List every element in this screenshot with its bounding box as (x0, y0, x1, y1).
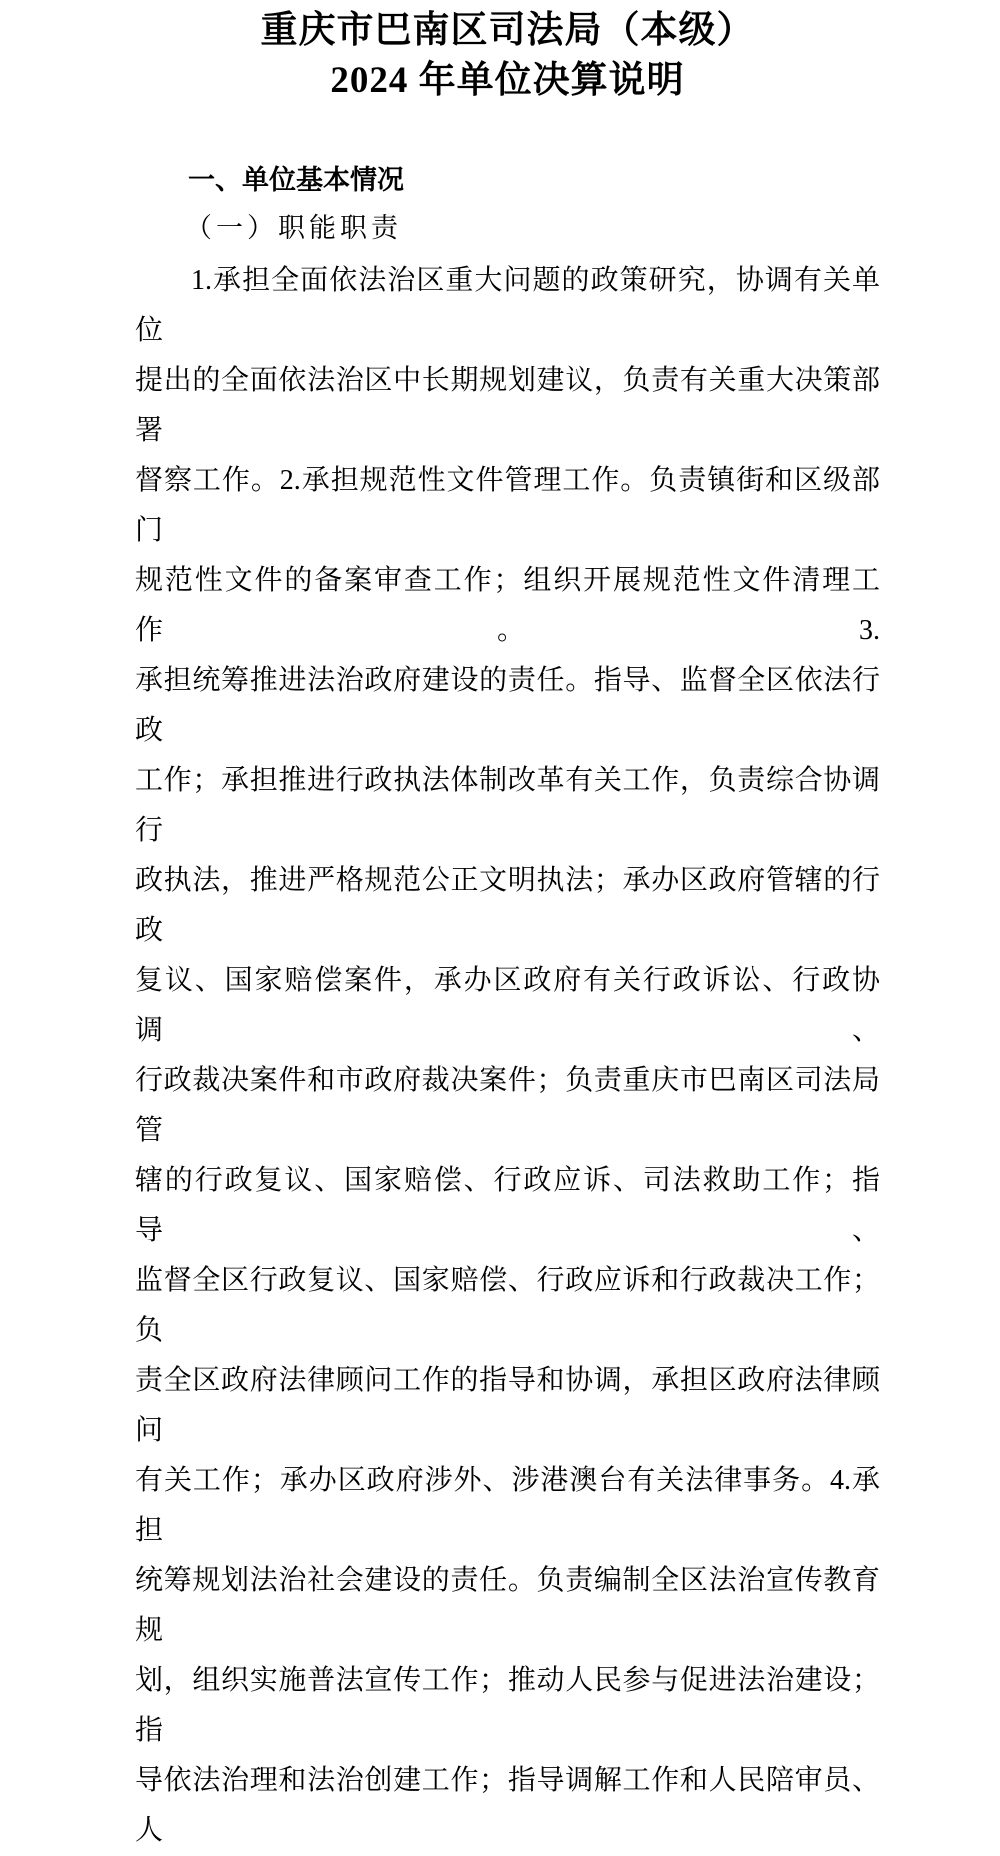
body-line: 督察工作。2.承担规范性文件管理工作。负责镇街和区级部门 (135, 465, 880, 546)
body-line: 统筹规划法治社会建设的责任。负责编制全区法治宣传教育规 (135, 1565, 880, 1646)
body-line: 责全区政府法律顾问工作的指导和协调，承担区政府法律顾问 (135, 1365, 880, 1446)
body-line: 划，组织实施普法宣传工作；推动人民参与促进法治建设；指 (135, 1665, 880, 1746)
body-line: 规范性文件的备案审查工作；组织开展规范性文件清理工作。3. (135, 565, 880, 646)
body-line: 导依法治理和法治创建工作；指导调解工作和人民陪审员、人 (135, 1765, 880, 1846)
body-line: 承担统筹推进法治政府建设的责任。指导、监督全区依法行政 (135, 665, 880, 746)
body-line: 1.承担全面依法治区重大问题的政策研究，协调有关单位 (135, 265, 880, 346)
body-line: 政执法，推进严格规范公正文明执法；承办区政府管辖的行政 (135, 865, 880, 946)
document-title (135, 6, 880, 106)
body-line: 行政裁决案件和市政府裁决案件；负责重庆市巴南区司法局管 (135, 1065, 880, 1146)
body-line: 辖的行政复议、国家赔偿、行政应诉、司法救助工作；指导、 (135, 1165, 880, 1246)
body-line: 工作；承担推进行政执法体制改革有关工作，负责综合协调行 (135, 765, 880, 846)
section-heading: 一、单位基本情况 (188, 165, 404, 195)
document-title-line-1: 重庆市巴南区司法局（本级） (260, 10, 755, 51)
body-line: 复议、国家赔偿案件，承办区政府有关行政诉讼、行政协调、 (135, 965, 880, 1046)
body-paragraph (135, 256, 880, 1856)
document-title-line-2: 2024 年单位决算说明 (330, 60, 685, 101)
body-line: 提出的全面依法治区中长期规划建议，负责有关重大决策部署 (135, 365, 880, 446)
sub-heading: （一）职能职责 (185, 213, 402, 243)
body-line: 监督全区行政复议、国家赔偿、行政应诉和行政裁决工作；负 (135, 1265, 880, 1346)
body-line: 有关工作；承办区政府涉外、涉港澳台有关法律事务。4.承担 (135, 1465, 880, 1546)
